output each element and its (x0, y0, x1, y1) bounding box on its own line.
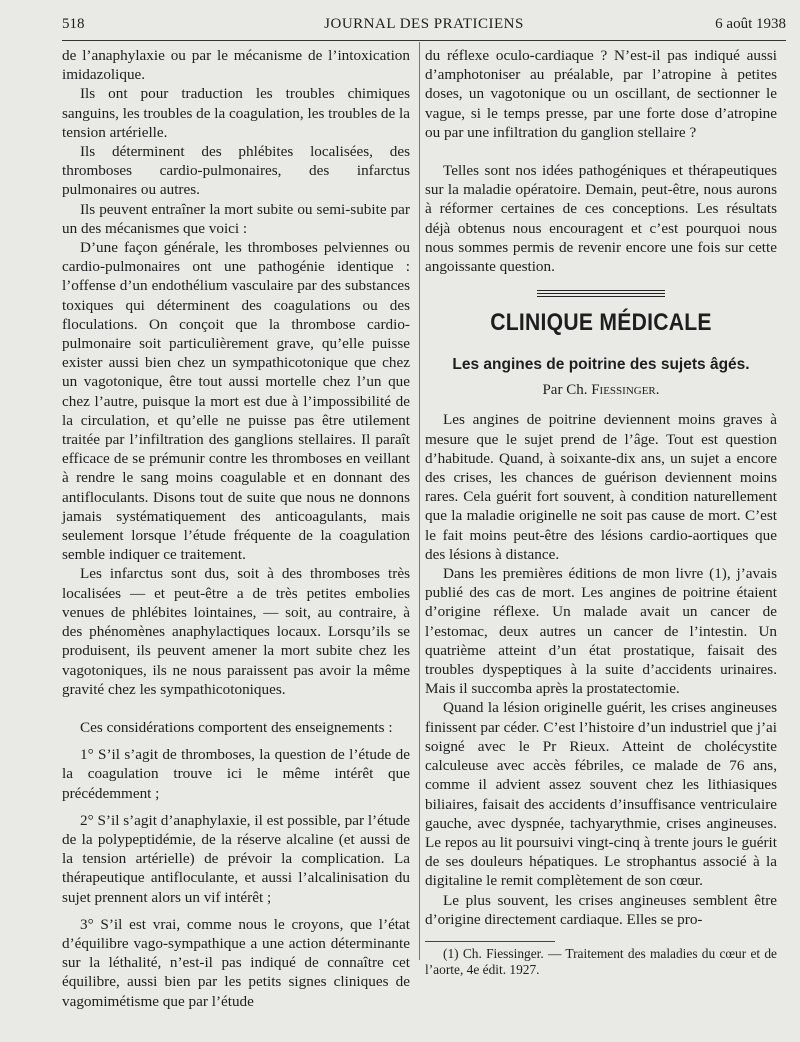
footnote: (1) Ch. Fiessinger. — Traitement des maladies du cœur et de l’aorte, 4e édit. 1927. (425, 945, 777, 977)
paragraph: Ils peuvent entraîner la mort subite ou semi-subite par un des mécanismes que voici : (62, 200, 410, 237)
right-column (425, 46, 777, 978)
paragraph: Dans les premières éditions de mon livre (1), j’avais publié des cas de mort. Les angines de poitrine étaient d’origine réflexe. Un malade avait un cancer de l’estomac, deux autres un cancer de l’intestin. Un quatrième atteint d’un état prostatique, faisait des troubles dyspeptiques à la suite d’accidents urinaires. Mais il succomba après la prostatectomie. (425, 565, 777, 698)
spacer (62, 803, 410, 811)
paragraph: Les infarctus sont dus, soit à des thromboses très localisées — et peut-être a de très petites embolies venues de phlébites lointaines, — soit, au contraire, à des phénomènes anaphylactiques locaux. Lorsqu’ils se produisent, ils peuvent amener la mort subite chez les vagotoniques, ils ne nous paraissent pas avoir la même gravité chez les sympathicotoniques. (62, 565, 410, 698)
spacer (62, 907, 410, 915)
journal-title: JOURNAL DES PRATICIENS (324, 16, 524, 32)
section-rule (537, 290, 665, 297)
paragraph: Ils déterminent des phlébites localisées, des thromboses cardio-pulmonaires, des infarctus pulmonaires ou autres. (62, 143, 410, 199)
paragraph: D’une façon générale, les thromboses pelviennes ou cardio-pulmonaires ont une pathogénie identique : l’offense d’un endothélium vasculaire par des substances toxiques qui déterminent des coagulations ou des floculations. On conçoit que la thrombose cardio-pulmonaire soit particulièrement grave, qu’elle puisse exister aussi bien chez un sympathicotonique que chez un vagotonique, être tout aussi mortelle chez l’un que chez l’autre, puisque la mort est due à l’impossibilité de la circulation, et qu’elle ne puisse pas être utilement traitée par l’infiltration des ganglions stellaires. Il paraît efficace de se prémunir contre les thromboses en veillant à rendre le sang moins coagulable et en donnant des antifloculants. Disons tout de suite que nous ne donnons jamais systématiquement des anticoagulants, mais seulement lorsque l’étude fréquente de la coagulation semble indiquer ce traitement. (62, 239, 410, 564)
paragraph: Ces considérations comportent des enseignements : (80, 718, 393, 736)
byline (425, 381, 777, 400)
column-divider (419, 42, 420, 960)
byline-author: Fiessinger. (591, 382, 660, 399)
paragraph: Le plus souvent, les crises angineuses semblent être d’origine directement cardiaque. Elles se pro- (425, 891, 777, 928)
numbered-item: 2° S’il s’agit d’anaphylaxie, il est possible, par l’étude de la polypeptidémie, de la réserve alcaline (et aussi de la tension artérielle) de prévoir la complication. La thérapeutique antifloculante, et aussi l’alcalinisation du sujet prennent alors un vif intérêt ; (62, 811, 410, 906)
article-title: Les angines de poitrine des sujets âgés. (452, 356, 750, 374)
paragraph: Quand la lésion originelle guérit, les crises angineuses finissent par céder. C’est l’histoire d’un industriel que j’ai soigné avec le Pr Rieux. Atteint de cholécystite calculeuse avec accès fébriles, ce malade de 76 ans, comme il advient assez souvent chez les lithiasiques biliaires, faisait des accidents d’insuffisance ventriculaire gauche, avec dyspnée, tachyarythmie, crises angineuses. Le repos au lit poursuivi vingt-cinq à trente jours le guérit de ses douleurs hépatiques. Le strophantus associé à la digitaline le remit complètement de son cœur. (425, 699, 777, 890)
page-number: 518 (62, 16, 85, 32)
paragraph: de l’anaphylaxie ou par le mécanisme de l’intoxication imidazolique. (62, 47, 410, 84)
byline-prefix: Par Ch. (542, 382, 592, 399)
running-header (62, 14, 786, 41)
paragraph: du réflexe oculo-cardiaque ? N’est-il pas indiqué aussi d’amphotoniser au préalable, par l’atropine à petites doses, un vagotonique ou un oscillant, de sectionner le vague, si le temps presse, par une forte dose d’atropine ou par une infiltration du ganglion stellaire ? (425, 47, 777, 141)
footnote-rule (425, 941, 555, 942)
spacer (62, 699, 410, 718)
paragraph: Les angines de poitrine deviennent moins graves à mesure que le sujet prend de l’âge. Tout est question d’habitude. Quand, à soixante-dix ans, un sujet a encore des crises, les chances de guérison deviennent moins rares. Cela guérit fort souvent, à condition naturellement que la maladie originelle ne soit pas cause de mort. C’est le fait moins peut-être des lésions cardio-aortiques que des lésions à distance. (425, 411, 777, 563)
issue-date: 6 août 1938 (715, 16, 786, 32)
spacer (425, 142, 777, 161)
left-column (62, 46, 410, 1011)
numbered-item: 1° S’il s’agit de thromboses, la question de l’étude de la coagulation trouve ici le même intérêt que précédemment ; (62, 746, 410, 802)
section-title: CLINIQUE MÉDICALE (490, 309, 712, 337)
numbered-item: 3° S’il est vrai, comme nous le croyons, que l’état d’équilibre vago-sympathique a une action déterminante sur la léthalité, n’est-il pas indiqué de connaître cet équilibre, aussi bien par les petits signes cliniques de vagomimétisme que par l’étude (62, 915, 410, 1010)
paragraph: Ils ont pour traduction les troubles chimiques sanguins, les troubles de la coagulation, les troubles de la tension artérielle. (62, 85, 410, 141)
spacer (62, 737, 410, 745)
paragraph: Telles sont nos idées pathogéniques et thérapeutiques sur la maladie opératoire. Demain, peut-être, nous aurons à réformer certaines de ces conceptions. Les résultats déjà obtenus nous encouragent et c’est pourquoi nous nous sommes permis de revenir encore une fois sur cette angoissante question. (425, 162, 777, 276)
